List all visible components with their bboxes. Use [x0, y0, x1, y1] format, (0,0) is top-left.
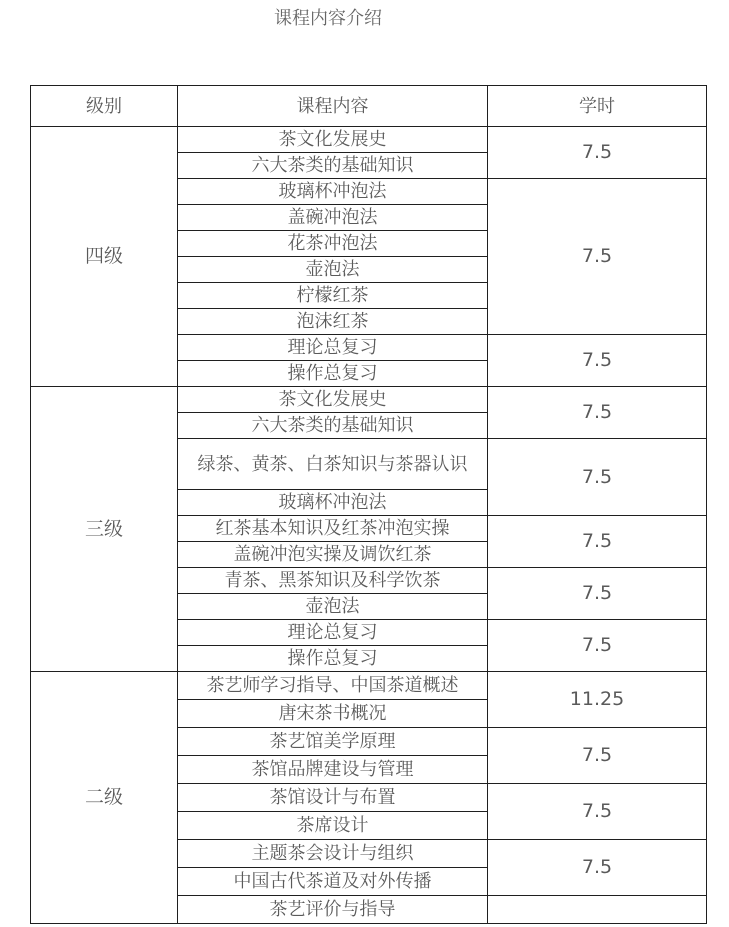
course-cell: 中国古代茶道及对外传播 — [178, 868, 488, 896]
course-cell: 花茶冲泡法 — [178, 231, 488, 257]
hours-cell: 7.5 — [488, 516, 707, 568]
hours-cell: 7.5 — [488, 620, 707, 672]
course-cell: 唐宋茶书概况 — [178, 700, 488, 728]
hours-cell: 7.5 — [488, 127, 707, 179]
course-cell: 六大茶类的基础知识 — [178, 153, 488, 179]
course-cell: 壶泡法 — [178, 594, 488, 620]
course-cell: 茶文化发展史 — [178, 387, 488, 413]
hours-cell: 7.5 — [488, 784, 707, 840]
hours-cell: 7.5 — [488, 439, 707, 516]
table-row — [31, 672, 707, 700]
course-cell: 柠檬红茶 — [178, 283, 488, 309]
table-header-row — [31, 86, 707, 127]
course-cell: 茶艺评价与指导 — [178, 896, 488, 924]
table-row — [31, 387, 707, 413]
course-cell: 茶艺馆美学原理 — [178, 728, 488, 756]
hours-cell — [488, 896, 707, 924]
level-cell: 三级 — [31, 387, 178, 672]
course-cell: 红茶基本知识及红茶冲泡实操 — [178, 516, 488, 542]
course-cell: 主题茶会设计与组织 — [178, 840, 488, 868]
course-cell: 壶泡法 — [178, 257, 488, 283]
course-cell: 理论总复习 — [178, 335, 488, 361]
course-cell: 盖碗冲泡法 — [178, 205, 488, 231]
hours-cell: 7.5 — [488, 179, 707, 335]
hours-cell: 7.5 — [488, 387, 707, 439]
header-content: 课程内容 — [178, 86, 488, 127]
course-cell: 操作总复习 — [178, 646, 488, 672]
course-cell: 玻璃杯冲泡法 — [178, 490, 488, 516]
course-table — [30, 85, 707, 924]
course-cell: 玻璃杯冲泡法 — [178, 179, 488, 205]
hours-cell: 7.5 — [488, 840, 707, 896]
course-cell: 绿茶、黄茶、白茶知识与茶器认识 — [178, 439, 488, 490]
course-cell: 茶馆设计与布置 — [178, 784, 488, 812]
hours-cell: 7.5 — [488, 568, 707, 620]
header-level: 级别 — [31, 86, 178, 127]
page-title: 课程内容介绍 — [274, 8, 382, 29]
course-cell: 茶艺师学习指导、中国茶道概述 — [178, 672, 488, 700]
hours-cell: 7.5 — [488, 728, 707, 784]
hours-cell: 7.5 — [488, 335, 707, 387]
course-cell: 理论总复习 — [178, 620, 488, 646]
course-cell: 盖碗冲泡实操及调饮红茶 — [178, 542, 488, 568]
level-cell: 二级 — [31, 672, 178, 924]
course-cell: 青茶、黑茶知识及科学饮茶 — [178, 568, 488, 594]
course-cell: 茶馆品牌建设与管理 — [178, 756, 488, 784]
table-row — [31, 127, 707, 153]
hours-cell: 11.25 — [488, 672, 707, 728]
level-cell: 四级 — [31, 127, 178, 387]
course-cell: 六大茶类的基础知识 — [178, 413, 488, 439]
course-cell: 茶文化发展史 — [178, 127, 488, 153]
header-hours: 学时 — [488, 86, 707, 127]
course-cell: 泡沫红茶 — [178, 309, 488, 335]
course-cell: 茶席设计 — [178, 812, 488, 840]
course-cell: 操作总复习 — [178, 361, 488, 387]
